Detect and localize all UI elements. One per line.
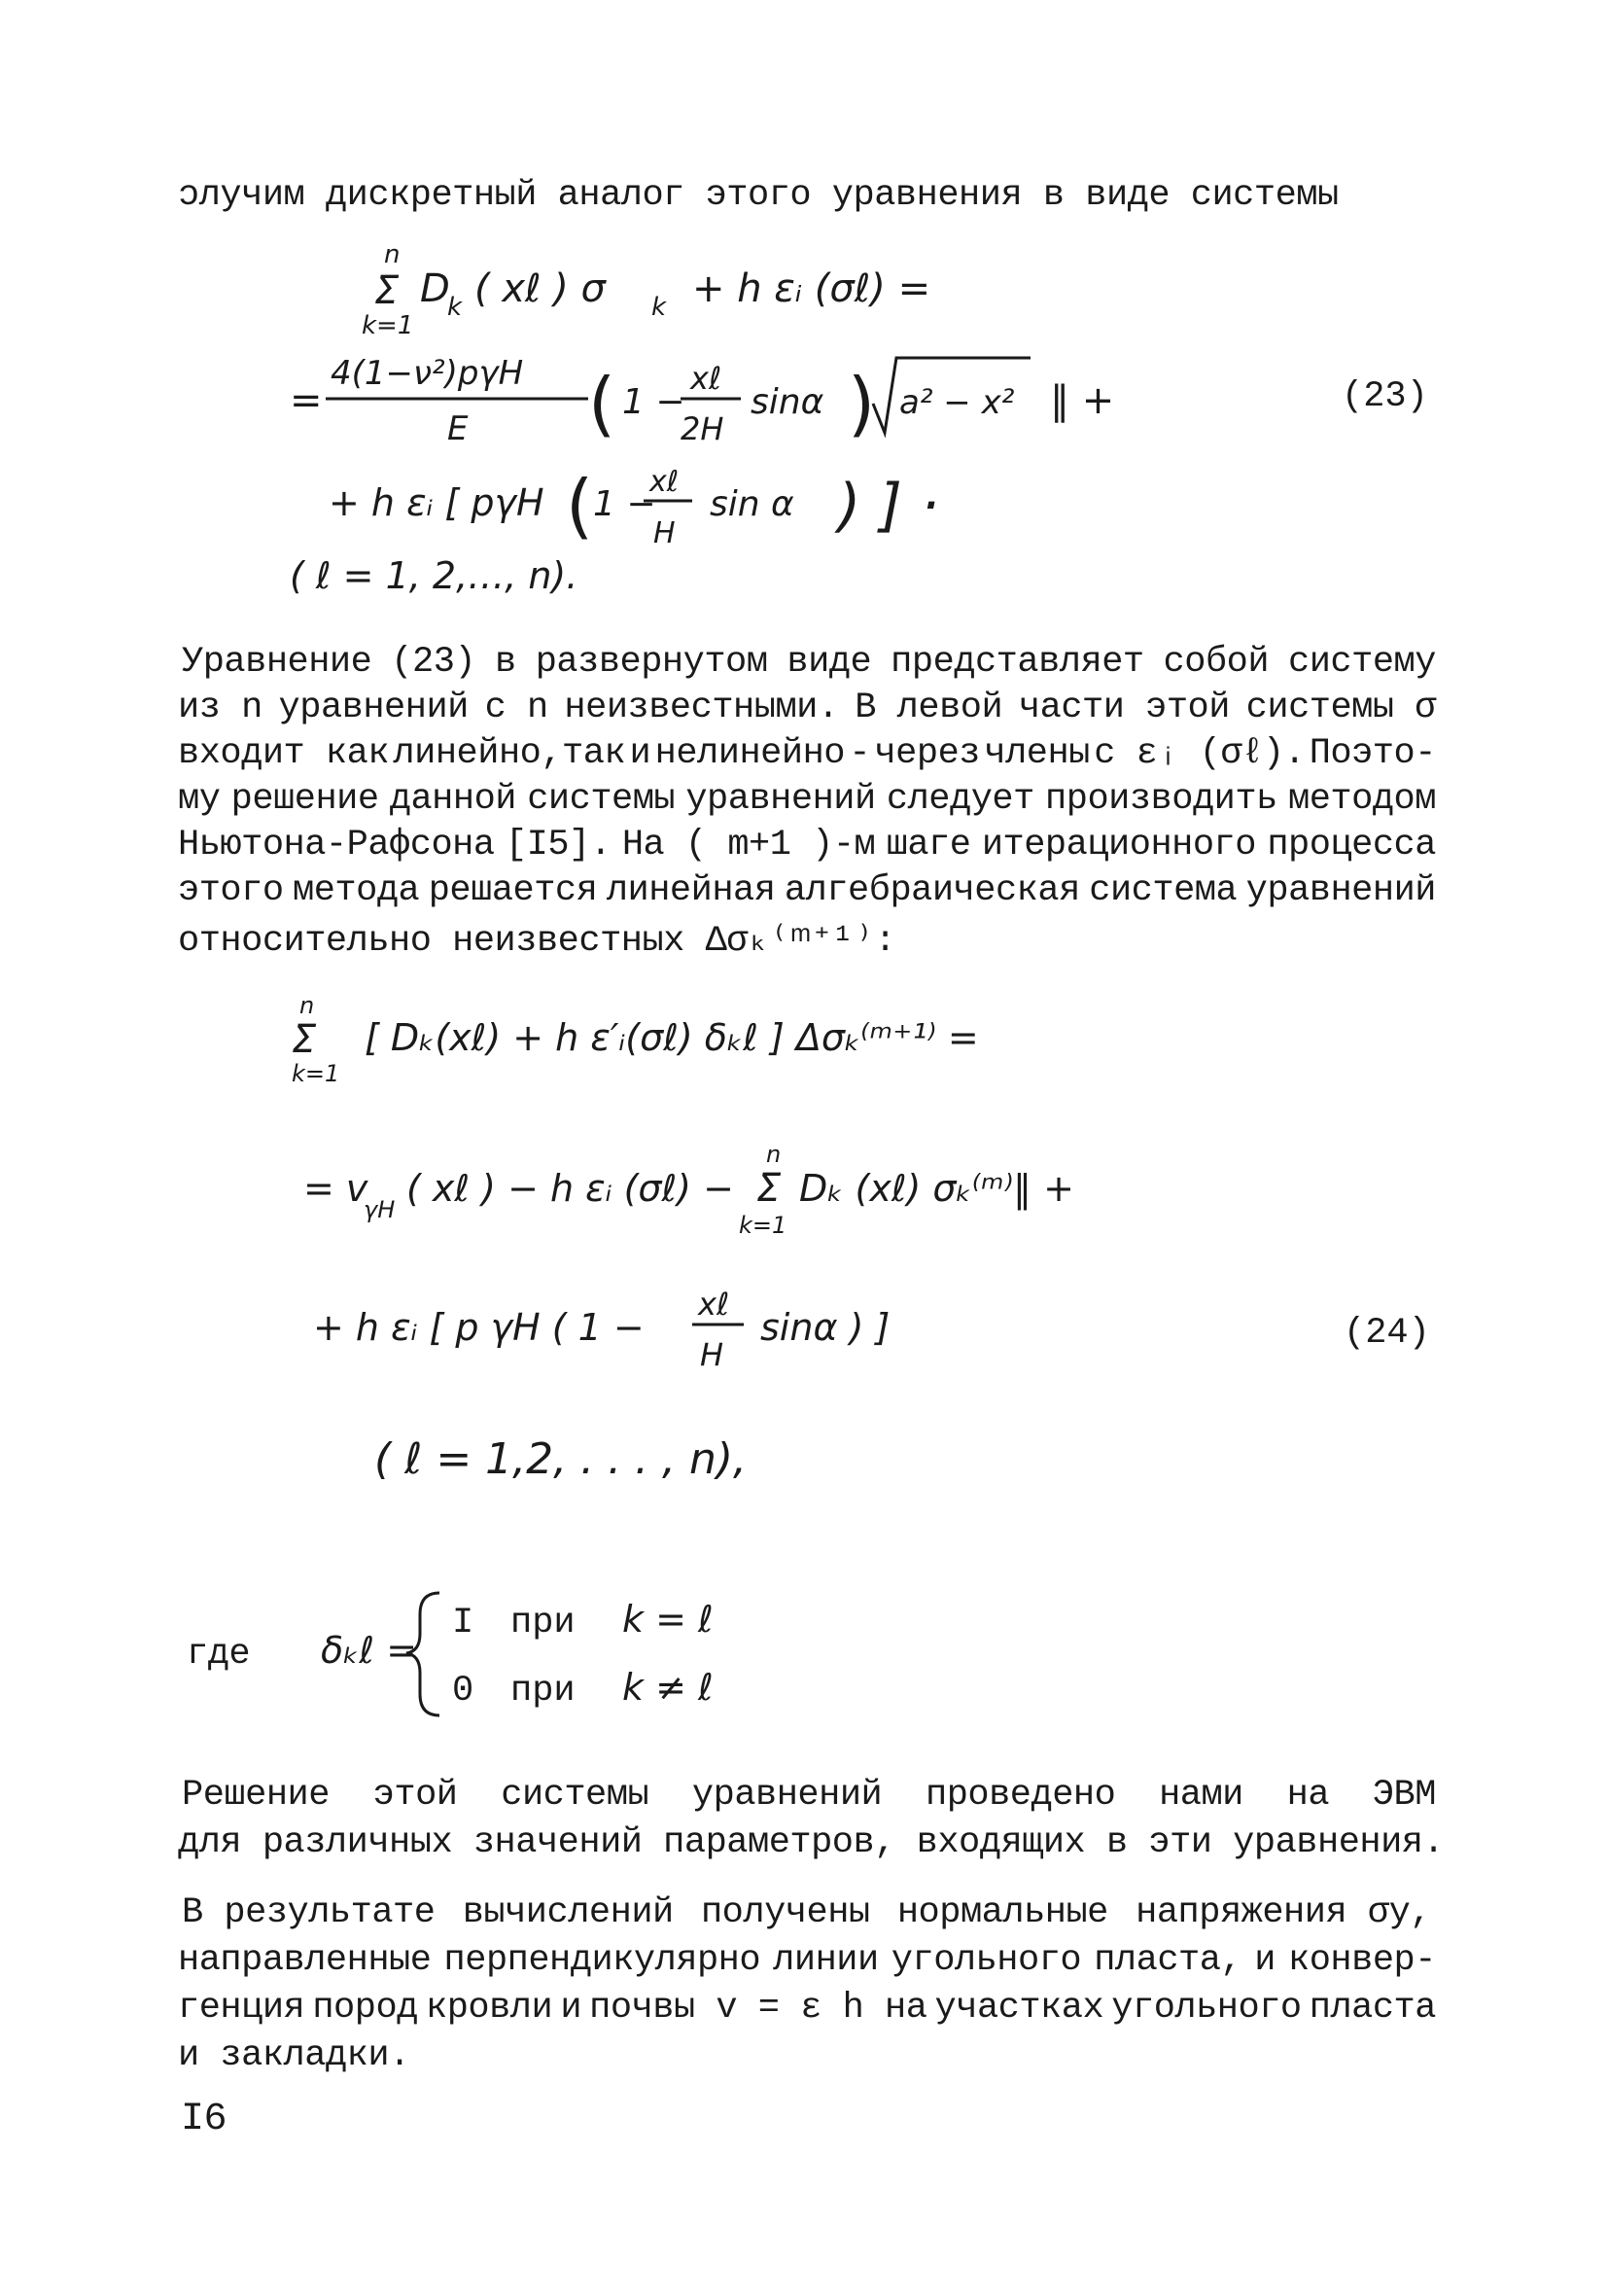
eq24-line3-suffix: sinα ) ] — [760, 1306, 891, 1349]
eq23-paren-num: xℓ — [690, 360, 722, 397]
paragraph1-line4: му решение данной системы уравнений следует производить методом — [178, 779, 1436, 820]
case1-word: при — [510, 1603, 576, 1643]
paragraph3-line1: В результате вычислений получены нормальные напряжения σy, — [182, 1892, 1431, 1933]
eq24-range: ( ℓ = 1,2, . . . , n), — [374, 1434, 748, 1484]
eq23-frac-num: 4(1−ν²)pγH — [331, 354, 524, 393]
svg-text:=: = — [290, 378, 323, 423]
eq23-d: D — [420, 266, 450, 311]
eq23-line3-prefix: + h εᵢ [ pγH — [329, 481, 544, 524]
paragraph3-line2: направленные перпендикулярно линии угольного пласта, и конвер- — [178, 1940, 1436, 1981]
eq24-line2-b: ( xℓ ) − h εᵢ (σℓ) − — [406, 1167, 734, 1210]
eq24-line2-c: Dₖ (xℓ) σₖ⁽ᵐ⁾‖ + — [799, 1167, 1074, 1210]
eq23-paren-den: 2H — [681, 410, 724, 447]
eq23-line3-end: ) ] · — [838, 472, 940, 540]
eq24-line3-frac-num: xℓ — [698, 1286, 730, 1323]
paragraph3-line3: генция пород кровли и почвы v = ε h на участках угольного пласта — [178, 1988, 1436, 2029]
equation-number-24: (24) — [1344, 1313, 1430, 1354]
paragraph2-line1: Решение этой системы уравнений проведено нами на ЭВМ — [182, 1775, 1436, 1816]
eq23-line1-tail: + h εᵢ (σℓ) = — [692, 266, 931, 311]
eq24-sum-bottom: k=1 — [292, 1060, 340, 1087]
svg-text:(: ( — [566, 465, 594, 547]
paragraph3-last-line: и закладки. — [178, 2035, 410, 2076]
case1-value: I — [452, 1603, 474, 1643]
equation-number-23: (23) — [1342, 376, 1428, 417]
eq24-sum-sign: Σ — [292, 1017, 317, 1062]
equation-24 — [0, 972, 1608, 1484]
eq23-range: ( ℓ = 1, 2,…, n). — [290, 554, 578, 597]
eq24-sum-top: n — [299, 992, 315, 1019]
eq23-sqrt-arg: a² − x² — [899, 383, 1015, 422]
eq24-line3-frac-den: H — [700, 1336, 724, 1373]
eq24-sum2-sign: Σ — [756, 1166, 782, 1211]
eq24-sum2-top: n — [766, 1141, 782, 1168]
eq23-paren-suffix: sinα — [751, 382, 824, 422]
paragraph1-last-line: относительно неизвестных Δσₖ⁽ᵐ⁺¹⁾: — [178, 921, 896, 962]
eq23-line2-tail: ‖ + — [1050, 378, 1115, 423]
case2-word: при — [510, 1671, 576, 1712]
eq23-d-sub: k — [447, 293, 463, 322]
paragraph2-last-line: для различных значений параметров, входящих в эти уравнения. — [178, 1822, 1445, 1863]
paragraph1-line5: Ньютона-Рафсона [I5]. На ( m+1 )-м шаге итерационного процесса — [178, 825, 1436, 865]
eq24-line2-sub: γH — [364, 1196, 396, 1223]
eq23-line3 — [329, 465, 939, 550]
paragraph1-line1: Уравнение (23) в развернутом виде представляет собой систему — [182, 642, 1436, 683]
eq24-line1 — [292, 992, 979, 1087]
eq24-line3 — [313, 1286, 890, 1373]
eq24-line3-prefix: + h εᵢ [ p γH ( 1 − — [313, 1306, 645, 1349]
eq23-sum-top: n — [384, 240, 401, 269]
eq23-args: ( xℓ ) σ — [474, 266, 606, 311]
eq23-line3-paren-prefix: 1 − — [593, 484, 656, 524]
eq24-sum2-bottom: k=1 — [739, 1212, 787, 1239]
svg-text:(: ( — [588, 363, 616, 444]
kronecker-delta — [0, 1575, 1608, 1721]
case2-cond: k ≠ ℓ — [622, 1666, 714, 1709]
eq23-paren-prefix: 1 − — [622, 382, 685, 422]
eq24-line1-body: [ Dₖ(xℓ) + h ε′ᵢ(σℓ) δₖℓ ] Δσₖ⁽ᵐ⁺¹⁾ = — [365, 1016, 979, 1059]
page-number: I6 — [181, 2098, 227, 2141]
intro-line: ɔлучим дискретный аналог этого уравнения в виде системы — [178, 175, 1339, 216]
paragraph1-line3: входит как линейно,так и нелинейно - через члены с εᵢ (σℓ). Поэто- — [178, 733, 1436, 774]
eq23-line3-suffix: sin α — [710, 484, 794, 524]
case1-cond: k = ℓ — [622, 1598, 714, 1641]
eq23-line2 — [290, 354, 1114, 448]
eq23-sum-sign: Σ — [374, 268, 400, 313]
paragraph1-line2: из n уравнений с n неизвестными. В левой части этой системы σ — [178, 688, 1436, 728]
eq23-line3-frac-num: xℓ — [649, 465, 680, 499]
eq23-sum-bottom: k=1 — [362, 311, 414, 340]
paragraph1-line6: этого метода решается линейная алгебраическая система уравнений — [178, 870, 1436, 911]
case2-value: 0 — [452, 1671, 474, 1712]
eq23-frac-den: E — [447, 409, 469, 448]
eq23-line3-frac-den: H — [653, 516, 676, 550]
eq24-line2 — [303, 1141, 1074, 1239]
eq23-line1 — [362, 240, 930, 340]
where-label: где — [187, 1634, 251, 1675]
svg-text:): ) — [848, 363, 876, 444]
eq23-sigma-sub: k — [651, 293, 667, 322]
eq24-line2-a: = v — [303, 1167, 368, 1210]
where-lhs: δₖℓ = — [321, 1629, 418, 1672]
